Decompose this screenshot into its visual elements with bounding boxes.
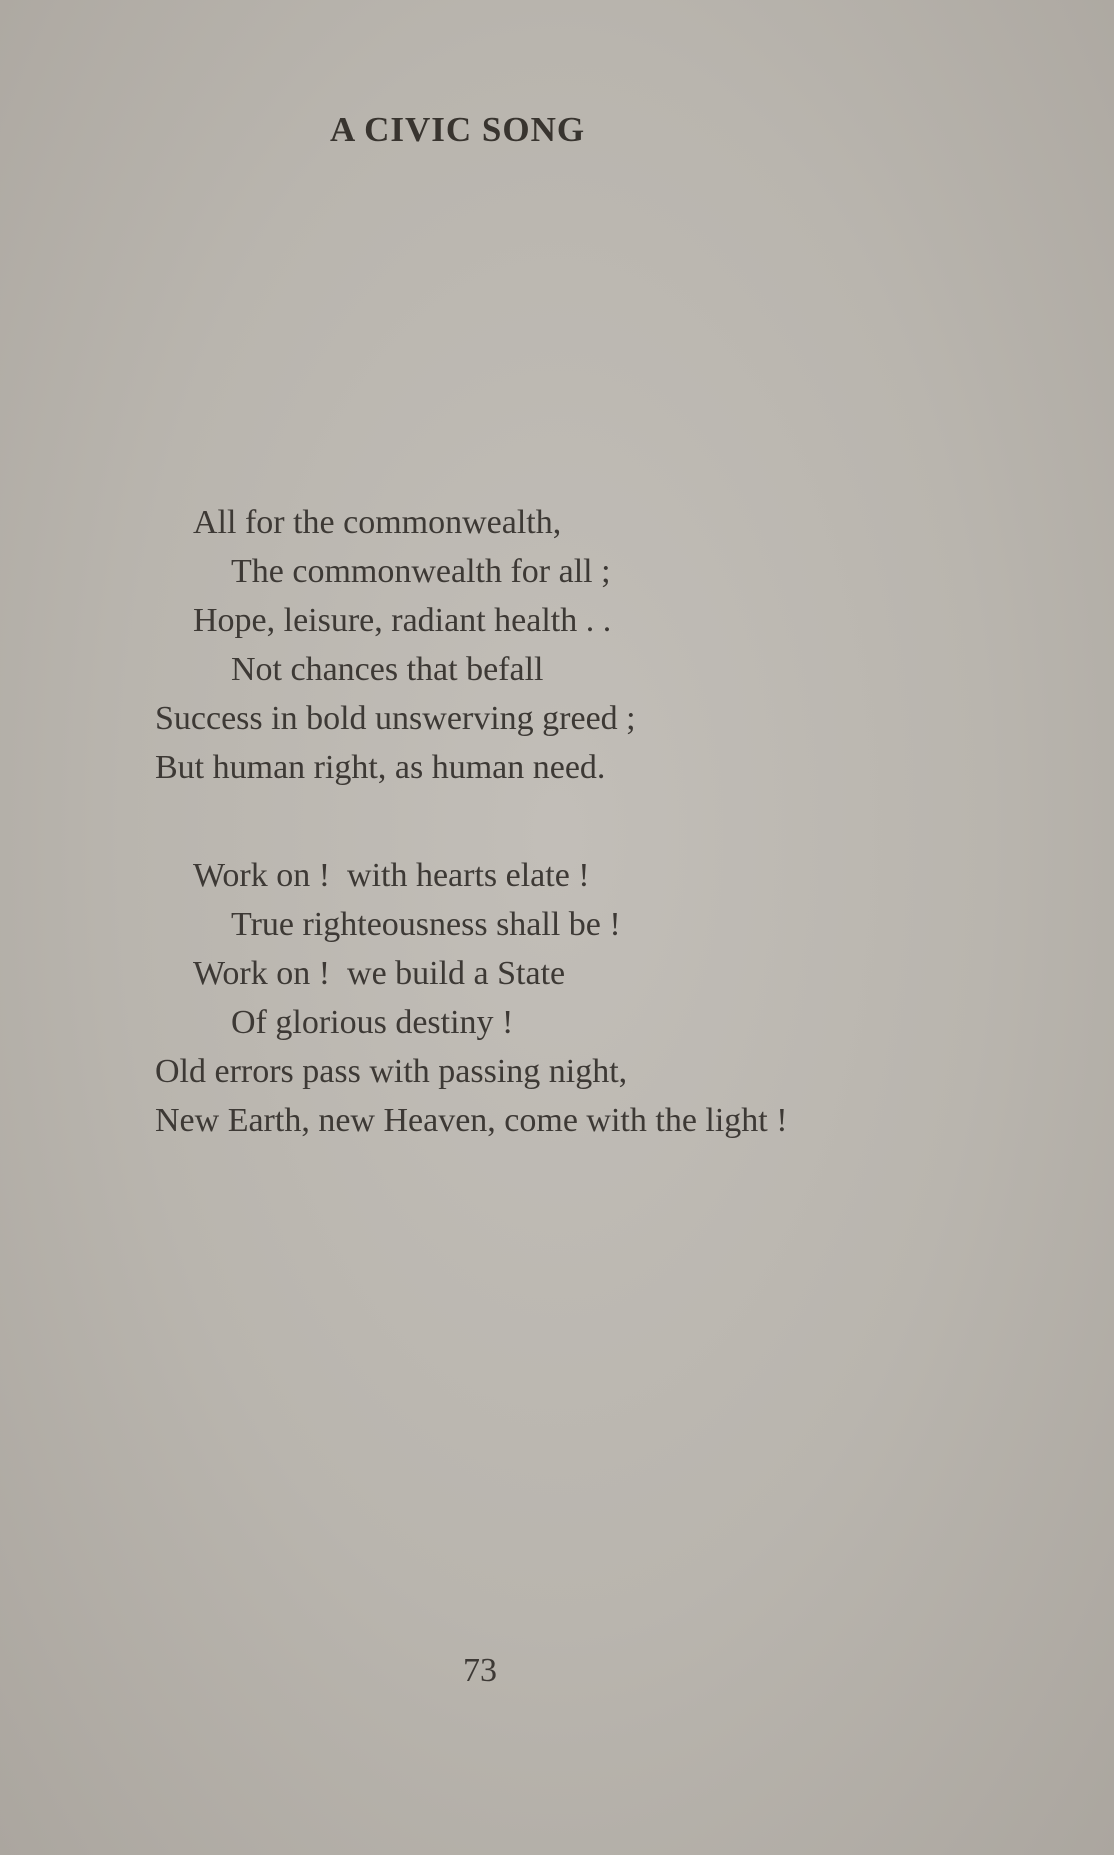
poem-line: Not chances that befall: [231, 651, 544, 688]
poem-line: Work on ! we build a State: [193, 955, 566, 992]
poem-line: New Earth, new Heaven, come with the light !: [155, 1102, 788, 1139]
poem-line: Hope, leisure, radiant health . .: [193, 602, 612, 639]
poem-line: But human right, as human need.: [155, 749, 606, 786]
poem-line: Old errors pass with passing night,: [155, 1053, 628, 1090]
poem-line: Work on ! with hearts elate !: [193, 857, 590, 894]
stanza-1: [155, 498, 975, 792]
poem-line: True righteousness shall be !: [231, 906, 621, 943]
poem-line: All for the commonwealth,: [193, 504, 562, 541]
page-number: 73: [463, 1652, 497, 1689]
stanza-2: [155, 851, 975, 1145]
poem-line: Of glorious destiny !: [231, 1004, 514, 1041]
poem-title: A CIVIC SONG: [330, 110, 586, 149]
poem-line: The commonwealth for all ;: [231, 553, 611, 590]
poem-line: Success in bold unswerving greed ;: [155, 700, 636, 737]
